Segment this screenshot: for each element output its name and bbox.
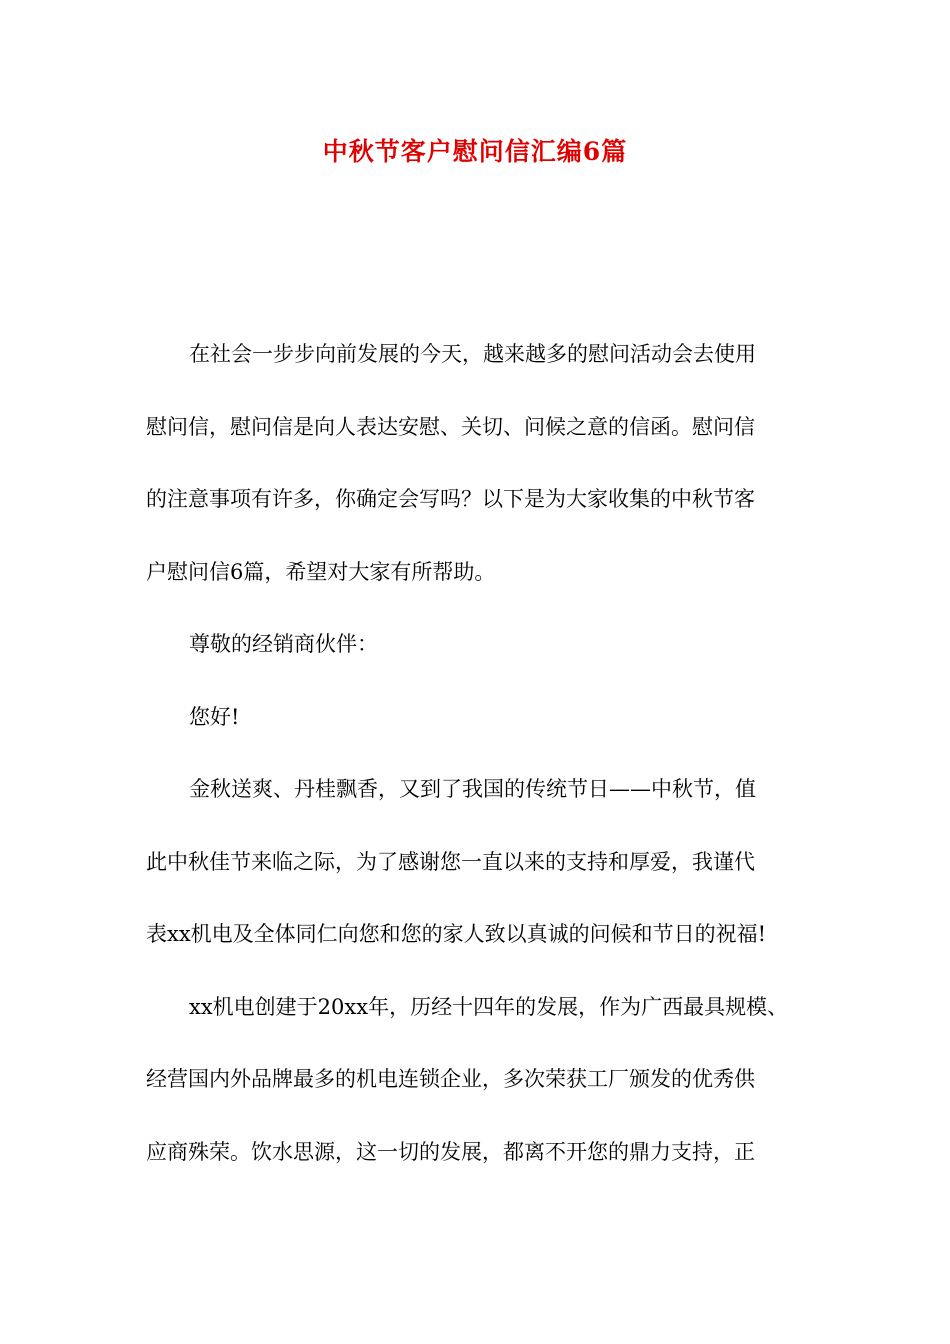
body-line: 经营国内外品牌最多的机电连锁企业，多次荣获工厂颁发的优秀供 [146,1067,755,1091]
body-line: 在社会一步步向前发展的今天，越来越多的慰问活动会去使用 [189,342,756,366]
document-body [146,318,806,1188]
body-line: 慰问信，慰问信是向人表达安慰、关切、问候之意的信函。慰问信 [146,414,755,439]
document-title: 中秋节客户慰问信汇编6篇 [322,137,628,166]
body-line: 此中秋佳节来临之际，为了感谢您一直以来的支持和厚爱，我谨代 [146,849,755,874]
body-line: 金秋送爽、丹桂飘香，又到了我国的传统节日——中秋节，值 [189,777,756,801]
body-line: xx机电创建于20xx年，历经十四年的发展，作为广西最具规模、 [189,994,789,1019]
salutation: 尊敬的经销商伙伴： [189,632,378,656]
body-line: 户慰问信6篇，希望对大家有所帮助。 [146,559,496,584]
body-line: 应商殊荣。饮水思源，这一切的发展，都离不开您的鼎力支持，正 [146,1139,755,1164]
greeting: 您好! [189,704,240,729]
body-line: 的注意事项有许多，你确定会写吗？以下是为大家收集的中秋节客 [146,487,755,511]
body-line: 表xx机电及全体同仁向您和您的家人致以真诚的问候和节日的祝福! [146,922,767,946]
